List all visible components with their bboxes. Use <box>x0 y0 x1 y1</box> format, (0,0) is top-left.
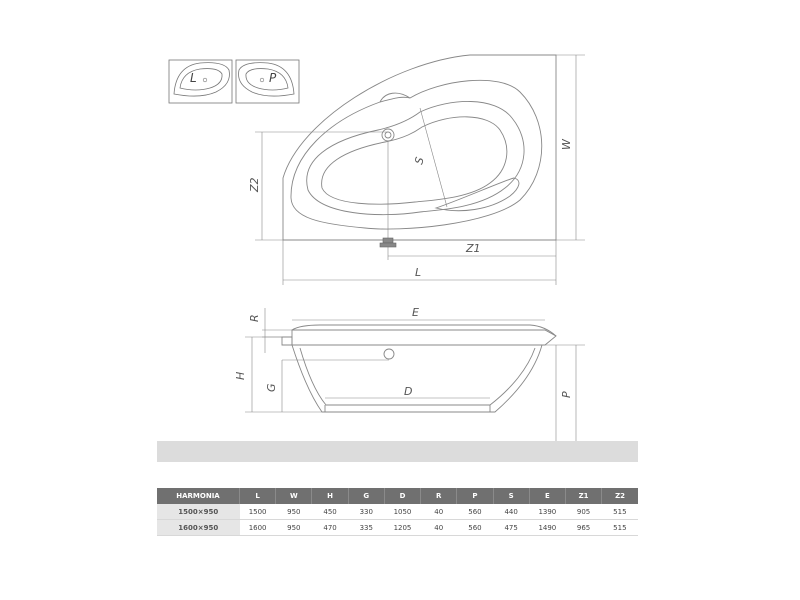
table-cell: 40 <box>421 504 457 520</box>
table-header-row <box>157 488 638 504</box>
seat-outline <box>436 178 519 211</box>
side-view <box>282 325 556 412</box>
table-cell: 440 <box>493 504 529 520</box>
dim-s-label: S <box>412 155 427 166</box>
dim-g-label: G <box>265 383 278 392</box>
table-cell: 1050 <box>384 504 420 520</box>
table-cell: 1205 <box>384 520 420 536</box>
right-variant-thumbnail <box>236 60 299 103</box>
feet <box>325 405 490 412</box>
column-header: D <box>384 488 420 504</box>
column-header: P <box>457 488 493 504</box>
top-view <box>283 55 556 240</box>
left-variant-thumbnail <box>169 60 232 103</box>
table-cell: 330 <box>348 504 384 520</box>
overflow <box>384 349 394 359</box>
dim-e-label: E <box>412 306 419 319</box>
waste-fitting <box>380 238 396 247</box>
column-header: E <box>529 488 565 504</box>
top-view-dimensions <box>255 55 585 285</box>
table-cell: 470 <box>312 520 348 536</box>
left-variant-label: L <box>190 71 197 85</box>
table-cell: 475 <box>493 520 529 536</box>
table-row <box>157 520 638 536</box>
dim-r-label: R <box>248 314 261 322</box>
rim-top <box>292 325 556 336</box>
table-cell: 40 <box>421 520 457 536</box>
table-cell: 1390 <box>529 504 565 520</box>
column-header: Z2 <box>602 488 638 504</box>
table-cell: 950 <box>276 504 312 520</box>
table-cell: 1500 <box>240 504 276 520</box>
column-header: R <box>421 488 457 504</box>
table-cell: 1490 <box>529 520 565 536</box>
dim-d-label: D <box>404 385 413 398</box>
drain <box>382 129 394 141</box>
column-header: W <box>276 488 312 504</box>
specifications-table <box>157 488 638 536</box>
table-cell: 515 <box>602 504 638 520</box>
table-cell: 560 <box>457 520 493 536</box>
table-cell: 965 <box>565 520 601 536</box>
column-header: H <box>312 488 348 504</box>
table-row <box>157 504 638 520</box>
table-cell: 515 <box>602 520 638 536</box>
tub-body <box>292 345 542 412</box>
table-cell: 950 <box>276 520 312 536</box>
table-cell: 1600 <box>240 520 276 536</box>
column-header: G <box>348 488 384 504</box>
dim-l-label: L <box>415 266 422 279</box>
floor-band <box>157 441 638 462</box>
dim-p-label: P <box>560 391 573 398</box>
model-cell: 1500×950 <box>157 504 240 520</box>
table-cell: 560 <box>457 504 493 520</box>
column-header: Z1 <box>565 488 601 504</box>
dim-h-label: H <box>234 371 247 380</box>
tub-inner-body <box>300 348 535 405</box>
table-cell: 450 <box>312 504 348 520</box>
table-cell: 905 <box>565 504 601 520</box>
model-cell: 1600×950 <box>157 520 240 536</box>
table-cell: 335 <box>348 520 384 536</box>
column-header: L <box>240 488 276 504</box>
left-ledge <box>282 337 292 345</box>
dim-w-label: W <box>560 139 573 150</box>
column-header: HARMONIA <box>157 488 240 504</box>
tub-rim-profile <box>292 330 556 345</box>
column-header: S <box>493 488 529 504</box>
dim-z1-label: Z1 <box>466 242 481 255</box>
dim-z2-label: Z2 <box>248 177 261 192</box>
right-variant-label: P <box>269 71 277 85</box>
